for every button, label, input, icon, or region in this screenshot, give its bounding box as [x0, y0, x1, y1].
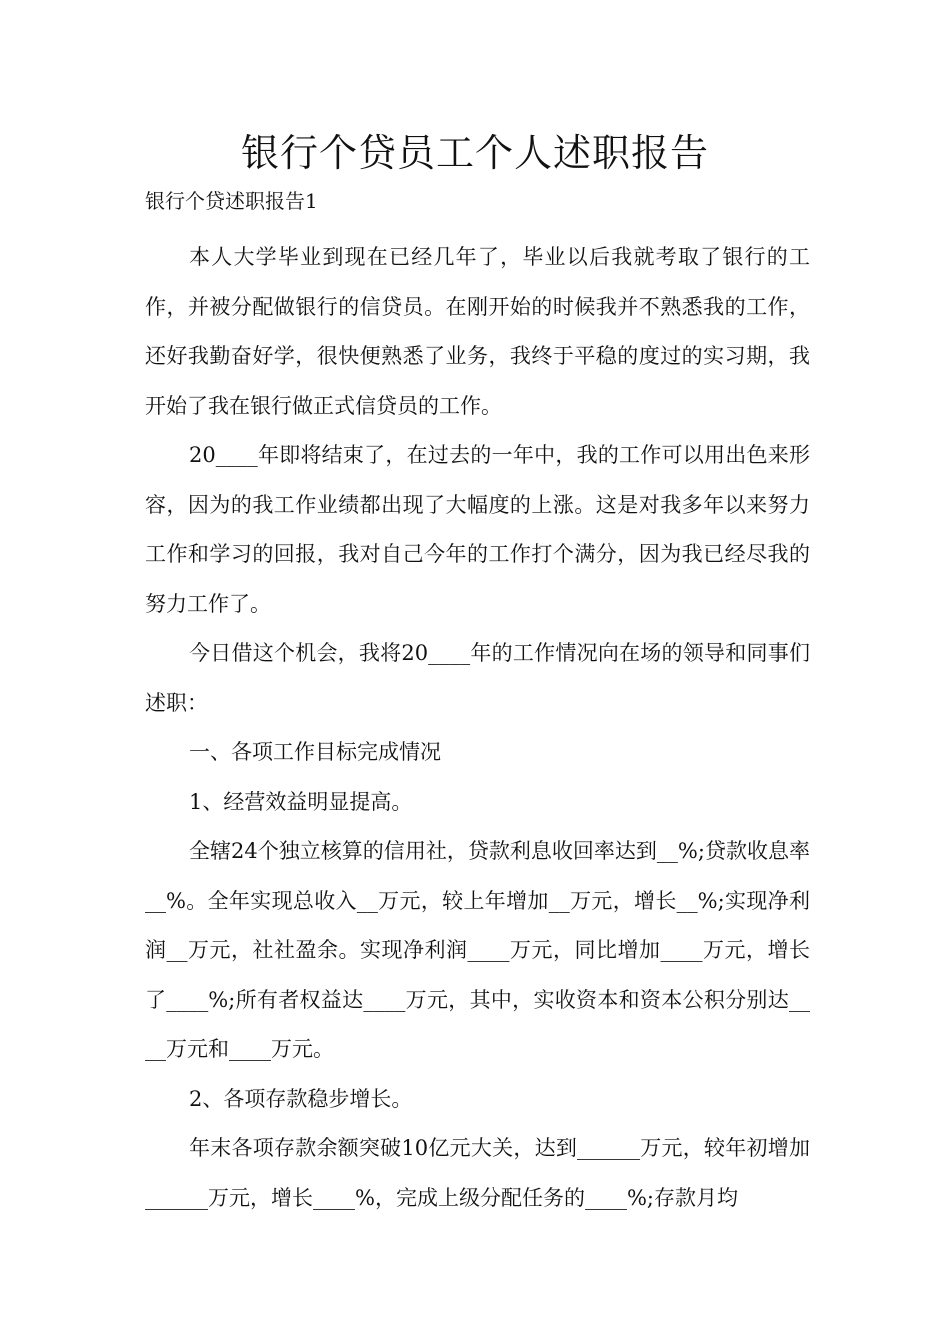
document-subtitle: 银行个贷述职报告1 — [145, 189, 318, 213]
paragraph: 全辖24个独立核算的信用社，贷款利息收回率达到__%;贷款收息率__%。全年实现总收入__万元，较上年增加__万元，增长__%;实现净利润__万元，社社盈余。实现净利润____万元，同比增加____万元，增长了____%;所有者权益达____万元，其中，实收资本和资本公积分别达____万元和____万元。 — [145, 839, 810, 1061]
subsection-heading: 2、各项存款稳步增长。 — [189, 1086, 413, 1111]
paragraph: 20____年即将结束了，在过去的一年中，我的工作可以用出色来形容，因为的我工作业绩都出现了大幅度的上涨。这是对我多年以来努力工作和学习的回报，我对自己今年的工作打个满分，因为我已经尽我的努力工作了。 — [145, 443, 810, 616]
subsection-heading: 1、经营效益明显提高。 — [189, 789, 413, 814]
document-body — [145, 233, 810, 1223]
paragraph: 本人大学毕业到现在已经几年了，毕业以后我就考取了银行的工作，并被分配做银行的信贷员。在刚开始的时候我并不熟悉我的工作，还好我勤奋好学，很快便熟悉了业务，我终于平稳的度过的实习期，我开始了我在银行做正式信贷员的工作。 — [145, 245, 810, 418]
paragraph: 年末各项存款余额突破10亿元大关，达到______万元，较年初增加______万元，增长____%，完成上级分配任务的____%;存款月均 — [145, 1136, 810, 1210]
paragraph: 今日借这个机会，我将20____年的工作情况向在场的领导和同事们述职： — [145, 641, 810, 715]
document-title: 银行个贷员工个人述职报告 — [240, 131, 709, 175]
section-heading: 一、各项工作目标完成情况 — [189, 740, 441, 764]
